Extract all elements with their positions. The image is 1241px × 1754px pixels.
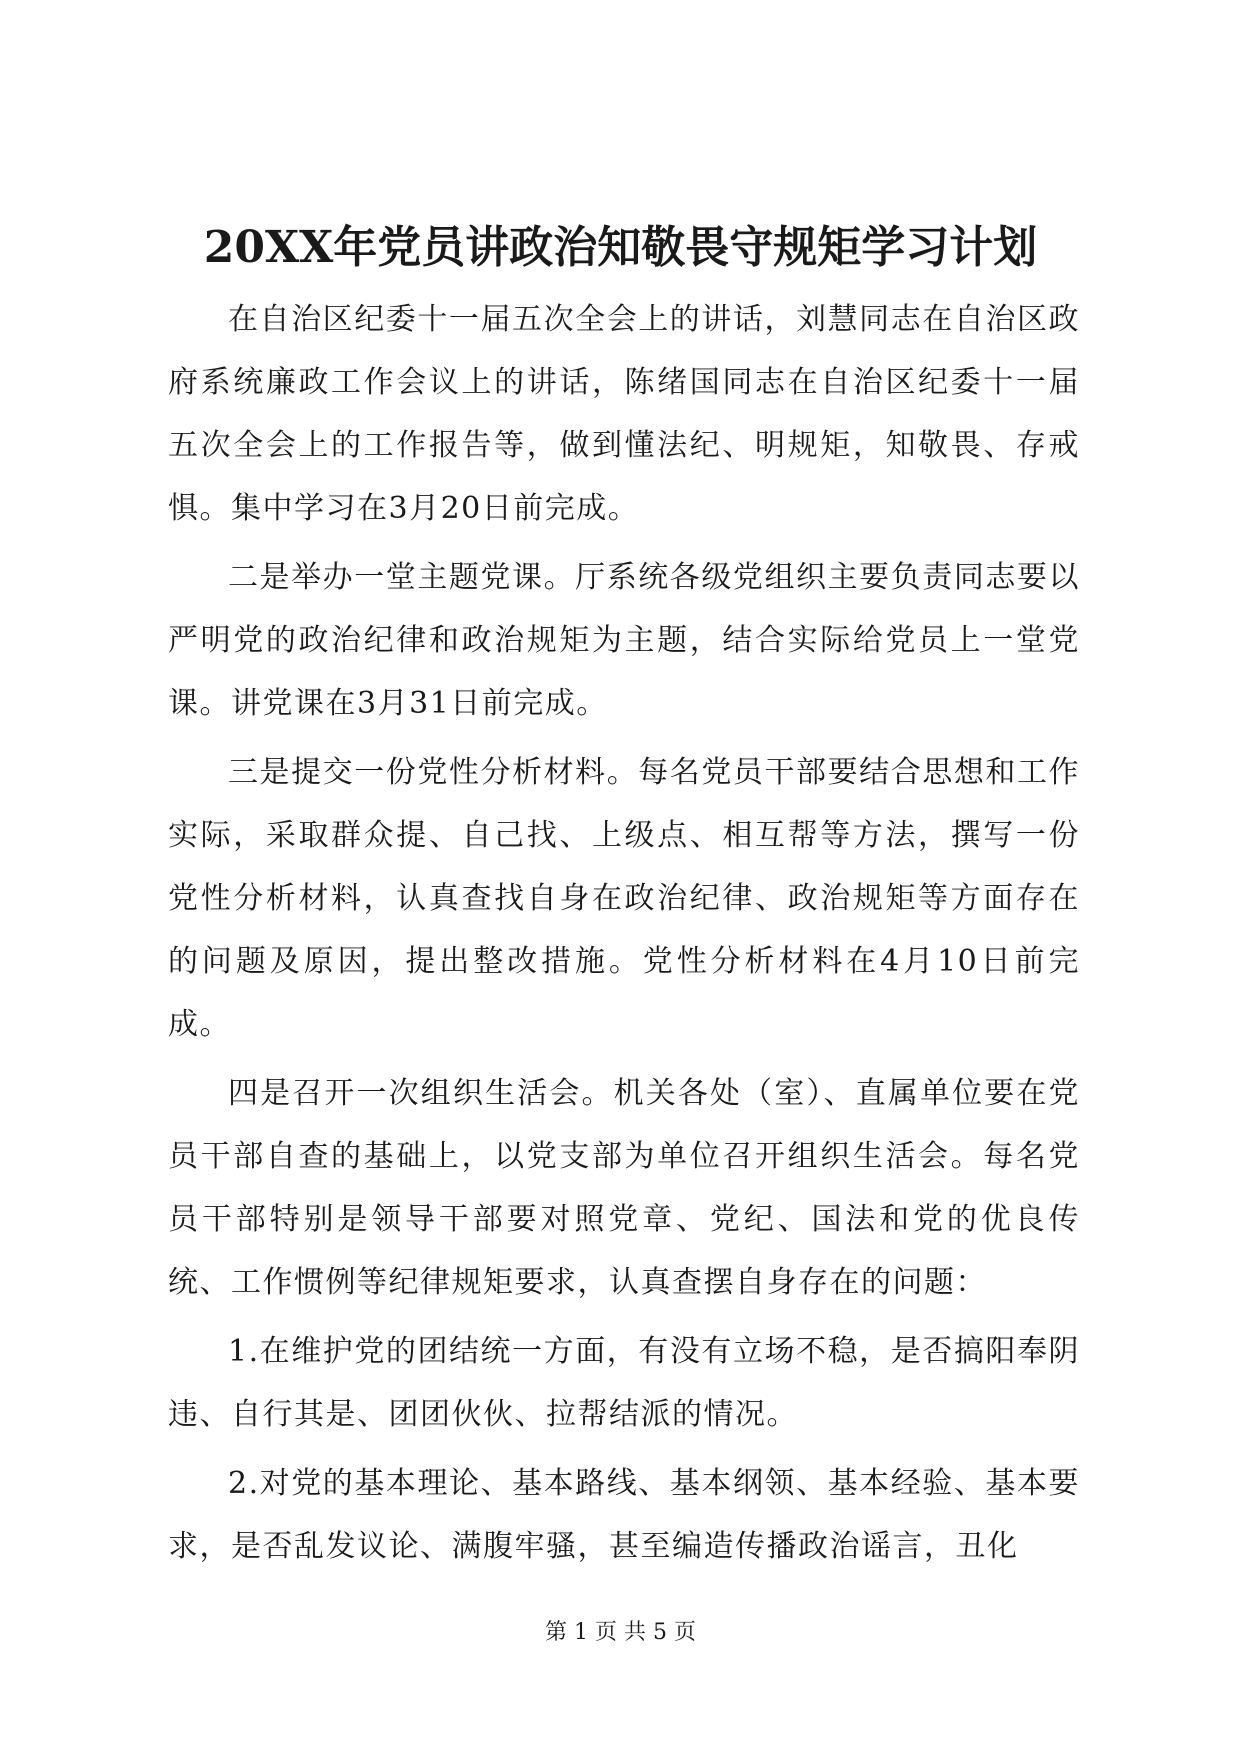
document-body bbox=[168, 288, 1080, 1584]
document-title: 20XX年党员讲政治知敬畏守规矩学习计划 bbox=[203, 222, 1038, 273]
paragraph-1: 在自治区纪委十一届五次全会上的讲话，刘慧同志在自治区政府系统廉政工作会议上的讲话，陈绪国同志在自治区纪委十一届五次全会上的工作报告等，做到懂法纪、明规矩，知敬畏、存戒惧。集中学习在3月20日前完成。 bbox=[168, 302, 1080, 526]
paragraph-4: 四是召开一次组织生活会。机关各处（室）、直属单位要在党员干部自查的基础上，以党支部为单位召开组织生活会。每名党员干部特别是领导干部要对照党章、党纪、国法和党的优良传统、工作惯例等纪律规矩要求，认真查摆自身存在的问题： bbox=[168, 1076, 1080, 1300]
page-footer: 第 1 页 共 5 页 bbox=[545, 1620, 696, 1645]
paragraph-6: 2.对党的基本理论、基本路线、基本纲领、基本经验、基本要求，是否乱发议论、满腹牢骚，甚至编造传播政治谣言，丑化 bbox=[168, 1466, 1080, 1564]
paragraph-3: 三是提交一份党性分析材料。每名党员干部要结合思想和工作实际，采取群众提、自己找、上级点、相互帮等方法，撰写一份党性分析材料，认真查找自身在政治纪律、政治规矩等方面存在的问题及原因，提出整改措施。党性分析材料在4月10日前完成。 bbox=[168, 755, 1080, 1042]
paragraph-2: 二是举办一堂主题党课。厅系统各级党组织主要负责同志要以严明党的政治纪律和政治规矩为主题，结合实际给党员上一堂党课。讲党课在3月31日前完成。 bbox=[168, 560, 1080, 721]
paragraph-5: 1.在维护党的团结统一方面，有没有立场不稳，是否搞阳奉阴违、自行其是、团团伙伙、拉帮结派的情况。 bbox=[168, 1334, 1080, 1432]
